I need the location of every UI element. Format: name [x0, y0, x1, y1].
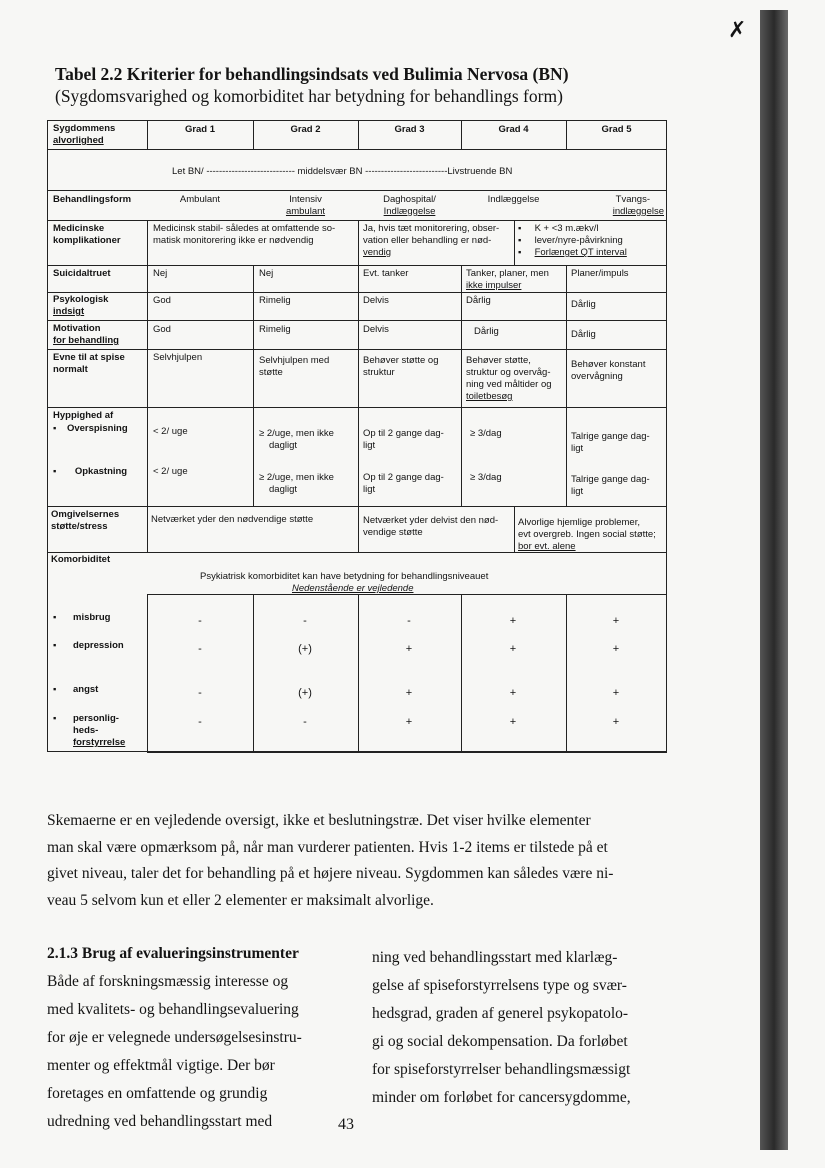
- komorbiditet-note2: Nedenstående er vejledende: [292, 583, 414, 594]
- overspisning-g4: ≥ 3/dag: [470, 428, 502, 439]
- suicidaltruet-g4: Tanker, planer, men ikke impulser: [466, 268, 549, 291]
- comorbidity-value: -: [303, 615, 307, 627]
- motivation-g3: Delvis: [363, 324, 389, 335]
- overspisning-g2: ≥ 2/uge, men ikke dagligt: [259, 428, 334, 451]
- table-rule: [47, 349, 667, 350]
- suicidaltruet-g3: Evt. tanker: [363, 268, 409, 279]
- table-rule: [147, 752, 667, 753]
- comorbidity-value: +: [509, 687, 517, 699]
- table-rule: [514, 220, 515, 265]
- behandlingsform-g2: Intensiv ambulant: [285, 194, 326, 217]
- severity-scale-severe: Livstruende BN: [447, 166, 513, 177]
- comorbidity-row-label: ▪ personlig- heds- forstyrrelse: [53, 713, 126, 748]
- opkastning-g1: < 2/ uge: [153, 466, 188, 477]
- table-rule: [47, 149, 667, 150]
- row-label-overspisning: ▪ Overspisning: [53, 423, 128, 434]
- row-label-evne: Evne til at spise normalt: [53, 352, 125, 375]
- section-left-column: 2.1.3 Brug af evalueringsinstrumenter Både af forskningsmæssig interesse og med kvalitets- og behandlingsevaluering for øje er velegnede undersøgelsesinstru- menter og effektmål vigtige. Der bør foretages en omfattende og grundig udredning ved behandlingsstart med: [47, 940, 337, 1136]
- comorbidity-value: -: [198, 687, 202, 699]
- motivation-g1: God: [153, 324, 171, 335]
- table-rule: [514, 506, 515, 552]
- motivation-g4: Dårlig: [474, 326, 499, 337]
- table-rule: [47, 407, 667, 408]
- psykologisk-g1: God: [153, 295, 171, 306]
- overspisning-g3: Op til 2 gange dag- ligt: [363, 428, 444, 451]
- medicinske-g12: Medicinsk stabil- således at omfattende so- matisk monitorering ikke er nødvendig: [153, 223, 336, 246]
- comorbidity-row-label: ▪ misbrug: [53, 612, 111, 623]
- section-right-column: ning ved behandlingsstart med klarlæg- gelse af spiseforstyrrelsens type og svær- hedsgrad, graden af generel psykopatolo- gi og social dekompensation. Da forløbet for spiseforstyrrelser behandlingsmæssigt minder om forløbet for cancersygdomme,: [372, 949, 631, 1106]
- comorbidity-row-label: ▪ depression: [53, 640, 124, 651]
- evne-g3: Behøver støtte og struktur: [363, 355, 439, 378]
- table-rule: [358, 594, 359, 752]
- grade-2-header: Grad 2: [290, 124, 321, 135]
- evne-g2: Selvhjulpen med støtte: [259, 355, 330, 378]
- table-title: Tabel 2.2 Kriterier for behandlingsindsats ved Bulimia Nervosa (BN): [55, 64, 569, 84]
- table-subtitle: (Sygdomsvarighed og komorbiditet har betydning for behandlings form): [55, 86, 563, 106]
- motivation-g5: Dårlig: [571, 329, 596, 340]
- table-rule: [47, 220, 667, 221]
- overspisning-g5: Talrige gange dag- ligt: [571, 431, 650, 454]
- comorbidity-row-label: ▪ angst: [53, 684, 99, 695]
- table-rule: [253, 594, 254, 752]
- page-number: 43: [338, 1116, 354, 1133]
- comorbidity-value: +: [612, 687, 620, 699]
- comorbidity-value: +: [405, 716, 413, 728]
- table-rule: [566, 265, 567, 506]
- omgivelser-g34: Netværket yder delvist den nød- vendige støtte: [363, 515, 499, 538]
- row-label-komorbiditet: Komorbiditet: [51, 554, 111, 565]
- suicidaltruet-g1: Nej: [153, 268, 168, 279]
- comorbidity-value: +: [612, 643, 620, 655]
- bullet-icon: ▪: [53, 466, 57, 477]
- comorbidity-value: -: [198, 615, 202, 627]
- bullet-icon: ▪: [518, 247, 522, 258]
- bullet-icon: ▪: [53, 612, 57, 623]
- bullet-icon: ▪: [518, 235, 522, 246]
- body-paragraph: Skemaerne er en vejledende oversigt, ikke et beslutningstræ. Det viser hvilke elementer man skal være opmærksom på, når man vurderer patienten. Hvis 1-2 items er tilstede på et givet niveau, taler det for behandling på et højere niveau. Sygdommen kan således være ni- veau 5 selvom kun et eller 2 elementer er maksimalt alvorlige.: [47, 812, 614, 909]
- comorbidity-value: -: [198, 643, 202, 655]
- comorbidity-value: -: [198, 716, 202, 728]
- comorbidity-value: -: [407, 615, 411, 627]
- severity-scale-mild: Let BN/ ---------------------------- middelsvær BN --------------------------: [172, 166, 448, 177]
- row-label-suicidaltruet: Suicidaltruet: [53, 268, 111, 279]
- row-label-motivation: Motivation for behandling: [53, 323, 119, 346]
- comorbidity-value: (+): [298, 687, 312, 699]
- medicinske-g5: ▪ K + <3 m.ækv/l ▪ lever/nyre-påvirkning ▪ Forlænget QT interval: [518, 223, 627, 258]
- opkastning-g2: ≥ 2/uge, men ikke dagligt: [259, 472, 334, 495]
- row-label-medicinske: Medicinske komplikationer: [53, 223, 121, 246]
- table-rule: [358, 220, 359, 552]
- psykologisk-g3: Delvis: [363, 295, 389, 306]
- evne-g5: Behøver konstant overvågning: [571, 359, 646, 382]
- motivation-g2: Rimelig: [259, 324, 291, 335]
- row-label-sygdommens: Sygdommens alvorlighed: [53, 123, 116, 146]
- table-rule: [47, 265, 667, 266]
- suicidaltruet-g2: Nej: [259, 268, 274, 279]
- comorbidity-value: +: [509, 716, 517, 728]
- omgivelser-g5: Alvorlige hjemlige problemer, evt overgreb. Ingen social støtte; bor evt. alene: [518, 517, 656, 552]
- omgivelser-g12: Netværket yder den nødvendige støtte: [151, 514, 314, 525]
- overspisning-g1: < 2/ uge: [153, 426, 188, 437]
- table-rule: [47, 292, 667, 293]
- psykologisk-g5: Dårlig: [571, 299, 596, 310]
- grade-1-header: Grad 1: [184, 124, 216, 135]
- psykologisk-g4: Dårlig: [466, 295, 491, 306]
- grade-3-header: Grad 3: [394, 124, 425, 135]
- comorbidity-value: +: [509, 643, 517, 655]
- comorbidity-value: +: [405, 687, 413, 699]
- evne-g4: Behøver støtte, struktur og overvåg- ning ved måltider og toiletbesøg: [466, 355, 552, 402]
- row-label-hyppighed: Hyppighed af: [53, 410, 114, 421]
- bullet-icon: ▪: [53, 423, 57, 434]
- scan-edge-shadow: [760, 10, 788, 1150]
- comorbidity-value: +: [612, 716, 620, 728]
- corner-mark: ✗: [728, 18, 747, 43]
- opkastning-g4: ≥ 3/dag: [470, 472, 502, 483]
- table-rule: [461, 594, 462, 752]
- comorbidity-value: +: [509, 615, 517, 627]
- comorbidity-value: +: [612, 615, 620, 627]
- table-rule: [47, 190, 667, 191]
- behandlingsform-g1: Ambulant: [179, 194, 221, 205]
- table-rule: [461, 265, 462, 506]
- medicinske-g34: Ja, hvis tæt monitorering, obser- vation eller behandling er nød- vendig: [363, 223, 500, 258]
- evne-g1: Selvhjulpen: [153, 352, 203, 363]
- behandlingsform-g3: Daghospital/ Indlæggelse: [383, 194, 436, 217]
- severity-scale: [172, 166, 512, 178]
- section-heading: 2.1.3 Brug af evalueringsinstrumenter: [47, 945, 299, 962]
- comorbidity-value: +: [405, 643, 413, 655]
- row-label-opkastning: ▪ Opkastning: [53, 466, 128, 477]
- komorbiditet-note: Psykiatrisk komorbiditet kan have betydning for behandlingsniveauet: [200, 571, 489, 582]
- table-rule: [47, 320, 667, 321]
- row-label-behandlingsform: Behandlingsform: [53, 194, 132, 205]
- comorbidity-value: -: [303, 716, 307, 728]
- row-label-psykologisk: Psykologisk indsigt: [53, 294, 109, 317]
- psykologisk-g2: Rimelig: [259, 295, 291, 306]
- table-rule: [147, 594, 148, 752]
- grade-5-header: Grad 5: [601, 124, 632, 135]
- bullet-icon: ▪: [53, 640, 57, 651]
- comorbidity-value: (+): [298, 643, 312, 655]
- suicidaltruet-g5: Planer/impuls: [571, 268, 629, 279]
- table-rule: [47, 506, 667, 507]
- behandlingsform-g5: Tvangs- indlæggelse: [612, 194, 664, 217]
- bullet-icon: ▪: [53, 684, 57, 695]
- behandlingsform-g4: Indlæggelse: [487, 194, 540, 205]
- bullet-icon: ▪: [53, 713, 57, 724]
- table-rule: [253, 265, 254, 506]
- opkastning-g5: Talrige gange dag- ligt: [571, 474, 650, 497]
- bullet-icon: ▪: [518, 223, 522, 234]
- table-rule: [147, 220, 148, 552]
- table-rule: [566, 594, 567, 752]
- grade-4-header: Grad 4: [498, 124, 529, 135]
- opkastning-g3: Op til 2 gange dag- ligt: [363, 472, 444, 495]
- row-label-omgivelser: Omgivelsernes støtte/stress: [51, 509, 120, 532]
